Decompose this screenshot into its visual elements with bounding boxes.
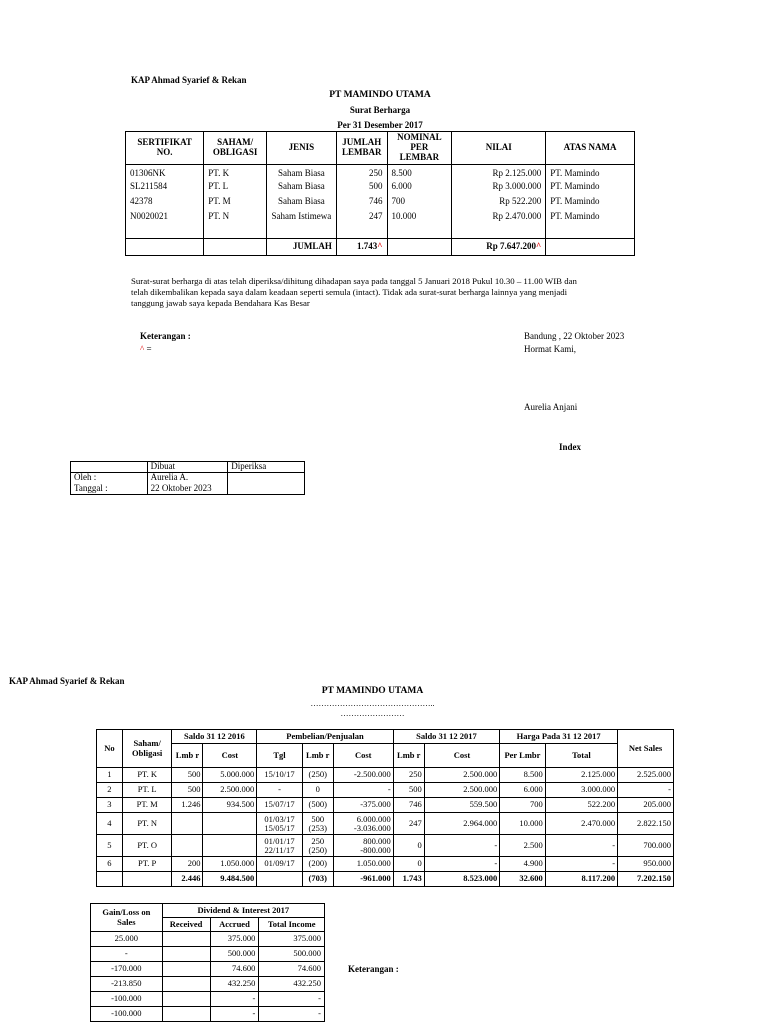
table-row: -100.000 - - bbox=[91, 992, 325, 1007]
col-jumlah: JUMLAH LEMBAR bbox=[336, 132, 387, 165]
total-nilai: Rp 7.647.200^ bbox=[452, 239, 546, 256]
cell: PT. N bbox=[204, 210, 267, 225]
cell: Saham Biasa bbox=[266, 180, 336, 195]
cell: Rp 2.470.000 bbox=[452, 210, 546, 225]
cell: PT. L bbox=[204, 180, 267, 195]
cell: 247 bbox=[336, 210, 387, 225]
col-total: Total bbox=[545, 744, 617, 768]
total-label: JUMLAH bbox=[266, 239, 336, 256]
tick-mark-icon: ^ bbox=[377, 241, 383, 252]
oleh-value: Aurelia A. bbox=[147, 473, 228, 484]
col-saham: SAHAM/ OBLIGASI bbox=[204, 132, 267, 165]
col-no: No bbox=[97, 730, 123, 768]
signer-name: Aurelia Anjani bbox=[524, 402, 578, 412]
cell: PT. K bbox=[204, 164, 267, 179]
col-gain-loss: Gain/Loss on Sales bbox=[91, 904, 163, 932]
table-row: - 500.000 500.000 bbox=[91, 947, 325, 962]
cell: 746 bbox=[336, 195, 387, 210]
cell: Saham Biasa bbox=[266, 164, 336, 179]
table-row bbox=[126, 195, 635, 210]
cell: 10.000 bbox=[387, 210, 452, 225]
col-nilai: NILAI bbox=[452, 132, 546, 165]
tick-mark-icon: ^ bbox=[535, 241, 542, 252]
table-row: -100.000 - - bbox=[91, 1007, 325, 1022]
dotted-line-1: ……………………………………….. bbox=[310, 699, 435, 708]
dotted-line-2: …………………… bbox=[340, 709, 405, 718]
cell: SL211584 bbox=[126, 180, 204, 195]
total-row: 2.446 9.484.500 (703) -961.000 1.743 8.523.000 32.600 8.117.200 7.202.150 bbox=[97, 872, 674, 887]
col-lmbr: Lmb r bbox=[393, 744, 424, 768]
col-per-lmbr: Per Lmbr bbox=[500, 744, 545, 768]
col-cost: Cost bbox=[203, 744, 257, 768]
table-row: 4 PT. N 01/03/17 15/05/17 500 (253) 6.000.000 -3.036.000 247 2.964.000 10.000 2.470.000 2.822.150 bbox=[97, 813, 674, 835]
statement-paragraph: Surat-surat berharga di atas telah diperiksa/dihitung dihadapan saya pada tanggal 5 Januari 2018 Pukul 10.30 – 11.00 WIB dan telah dikembalikan kepada saya dalam keadaan seperti semula (intact). Tidak ada surat-surat berharga lainnya yang menjadi tanggung jawab saya kepada Bendahara Kas Besar bbox=[131, 276, 577, 308]
table-row: 2 PT. L 500 2.500.000 - 0 - 500 2.500.000 6.000 3.000.000 - bbox=[97, 783, 674, 798]
table-row bbox=[126, 210, 635, 225]
col-received: Received bbox=[162, 918, 210, 932]
cell: Saham Biasa bbox=[266, 195, 336, 210]
legend-line: ^ = bbox=[140, 344, 152, 354]
cell: PT. Mamindo bbox=[546, 180, 635, 195]
table-row: 5 PT. O 01/01/17 22/11/17 250 (250) 800.000 -800.000 0 - 2.500 - 700.000 bbox=[97, 835, 674, 857]
col-lmbr: Lmb r bbox=[172, 744, 203, 768]
spacer-row bbox=[126, 225, 635, 239]
cell: PT. M bbox=[204, 195, 267, 210]
keterangan-label-2: Keterangan : bbox=[348, 964, 399, 974]
diperiksa-header: Diperiksa bbox=[228, 462, 305, 473]
col-nominal: NOMINAL PER LEMBAR bbox=[387, 132, 452, 165]
oleh-label: Oleh : bbox=[71, 473, 148, 484]
gain-dividend-table bbox=[90, 903, 325, 1022]
table-row: 3 PT. M 1.246 934.500 15/07/17 (500) -375.000 746 559.500 700 522.200 205.000 bbox=[97, 798, 674, 813]
place-date: Bandung , 22 Oktober 2023 bbox=[524, 331, 625, 341]
cell: Rp 522.200 bbox=[452, 195, 546, 210]
col-pembelian: Pembelian/Penjualan bbox=[257, 730, 393, 744]
dibuat-header: Dibuat bbox=[147, 462, 228, 473]
cell: N0020021 bbox=[126, 210, 204, 225]
cell: 01306NK bbox=[126, 164, 204, 179]
period-label: Per 31 Desember 2017 bbox=[337, 120, 423, 130]
index-label: Index bbox=[559, 442, 582, 452]
document-subtitle: Surat Berharga bbox=[349, 105, 411, 115]
col-cost: Cost bbox=[424, 744, 499, 768]
col-cost: Cost bbox=[333, 744, 393, 768]
cell: Rp 3.000.000 bbox=[452, 180, 546, 195]
table-row: 1 PT. K 500 5.000.000 15/10/17 (250) -2.500.000 250 2.500.000 8.500 2.125.000 2.525.000 bbox=[97, 768, 674, 783]
cell: 6.000 bbox=[387, 180, 452, 195]
col-dividend-interest: Dividend & Interest 2017 bbox=[162, 904, 324, 918]
col-tgl: Tgl bbox=[257, 744, 302, 768]
col-saham-obligasi: Saham/ Obligasi bbox=[122, 730, 172, 768]
cell: PT. Mamindo bbox=[546, 210, 635, 225]
firm-name-2: KAP Ahmad Syarief & Rekan bbox=[9, 676, 125, 686]
cell: Rp 2.125.000 bbox=[452, 164, 546, 179]
total-row bbox=[126, 239, 635, 256]
cell: 700 bbox=[387, 195, 452, 210]
table-row: -213.850 432.250 432.250 bbox=[91, 977, 325, 992]
col-harga: Harga Pada 31 12 2017 bbox=[500, 730, 618, 744]
regards: Hormat Kami, bbox=[524, 344, 576, 354]
total-lembar: 1.743^ bbox=[336, 239, 387, 256]
securities-table bbox=[125, 131, 635, 256]
cell: Saham Istimewa bbox=[266, 210, 336, 225]
keterangan-label: Keterangan : bbox=[140, 331, 191, 341]
tanggal-value: 22 Oktober 2023 bbox=[147, 484, 228, 495]
company-title-2: PT MAMINDO UTAMA bbox=[321, 686, 424, 696]
cell: PT. Mamindo bbox=[546, 164, 635, 179]
table-row: 6 PT. P 200 1.050.000 01/09/17 (200) 1.050.000 0 - 4.900 - 950.000 bbox=[97, 857, 674, 872]
signoff-table bbox=[70, 461, 305, 495]
table-row: 25.000 375.000 375.000 bbox=[91, 932, 325, 947]
col-atas-nama: ATAS NAMA bbox=[546, 132, 635, 165]
cell: 8.500 bbox=[387, 164, 452, 179]
col-jenis: JENIS bbox=[266, 132, 336, 165]
table-row bbox=[126, 164, 635, 179]
cell: PT. Mamindo bbox=[546, 195, 635, 210]
cell: 42378 bbox=[126, 195, 204, 210]
col-lmbr: Lmb r bbox=[302, 744, 333, 768]
col-saldo-2017: Saldo 31 12 2017 bbox=[393, 730, 500, 744]
col-net-sales: Net Sales bbox=[618, 730, 674, 768]
table-row bbox=[126, 180, 635, 195]
cell: 500 bbox=[336, 180, 387, 195]
col-total-income: Total Income bbox=[259, 918, 325, 932]
col-saldo-2016: Saldo 31 12 2016 bbox=[172, 730, 257, 744]
tanggal-label: Tanggal : bbox=[71, 484, 148, 495]
investment-schedule-table bbox=[96, 729, 674, 887]
cell: 250 bbox=[336, 164, 387, 179]
table-row: -170.000 74.600 74.600 bbox=[91, 962, 325, 977]
col-sertifikat: SERTIFIKAT NO. bbox=[126, 132, 204, 165]
company-title: PT MAMINDO UTAMA bbox=[329, 90, 431, 100]
firm-name: KAP Ahmad Syarief & Rekan bbox=[131, 75, 247, 85]
col-accrued: Accrued bbox=[210, 918, 259, 932]
